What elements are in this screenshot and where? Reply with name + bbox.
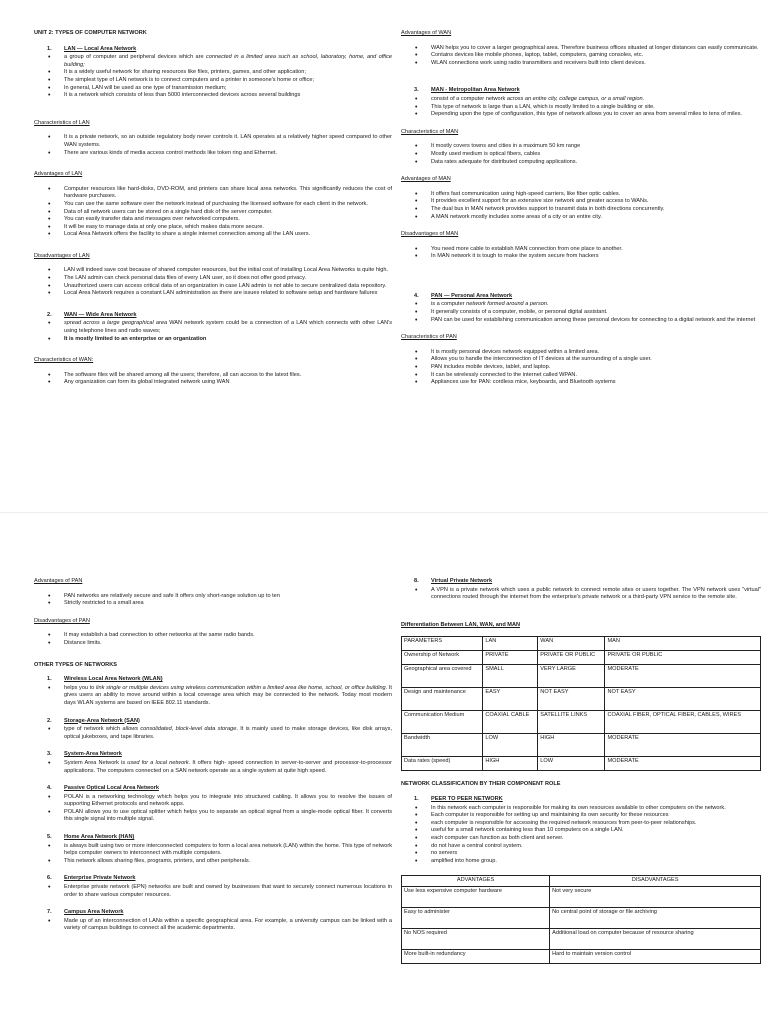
- section-heading: Advantages of PAN: [34, 578, 83, 584]
- list-item: • WAN helps you to cover a larger geographical area. Therefore business offices situated at longer distances can easily communicate.: [401, 45, 761, 53]
- p2p-advantages-table: [401, 875, 761, 964]
- vpn-heading: 8. Virtual Private Network: [414, 578, 493, 584]
- san-heading: 2. Storage-Area Network (SAN): [47, 717, 140, 724]
- list-item: • is always built using two or more interconnected computers to form a local area network (LAN) within the home. This type of network helps computer owners to interconnect with multiple computers.: [34, 843, 392, 858]
- list-item: • consist of a computer network across an entire city, college campus, or a small region.: [401, 96, 761, 104]
- list-item: • spread across a large geographical area WAN network system could be a connection of a LAN which connects with other LAN's using telephone lines and radio waves;: [34, 320, 392, 335]
- page-1-right-column: [401, 30, 761, 397]
- list-item: • PAN networks are relatively secure and safe It offers only short-range solution up to ten: [34, 593, 392, 601]
- list-item: • each computer is responsible for accessing the required network resources from peer-to-peer relationships.: [401, 820, 761, 828]
- table-row: Ownership of Network PRIVATE PRIVATE OR PUBLIC PRIVATE OR PUBLIC: [402, 651, 761, 665]
- list-item: • A VPN is a private network which uses a public network to connect remote sites or users together. The VPN network uses "virtual" connections routed through the internet from the enterprise's private network or a third-party VPN service to the remote site.: [401, 587, 761, 602]
- list-item: • do not have a central control system.: [401, 843, 761, 851]
- unit-title: UNIT 2: TYPES OF COMPUTER NETWORK: [34, 30, 147, 36]
- list-item: • It is mostly personal devices network equipped within a limited area.: [401, 349, 761, 357]
- polan-list: [34, 794, 392, 824]
- list-item: • Allows you to handle the interconnection of IT devices at the surrounding of a single user.: [401, 356, 761, 364]
- list-item: • a group of computer and peripheral devices which are connected in a limited area such as school, laboratory, home, and office building;: [34, 54, 392, 69]
- adv-lan-list: [34, 186, 392, 239]
- list-item: • Made up of an interconnection of LANs within a specific geographical area. For example, a university campus can be linked with a variety of campus buildings to connect all the academic departments.: [34, 918, 392, 933]
- list-item: • It is a widely useful network for sharing resources like files, printers, games, and other application;: [34, 69, 392, 77]
- section-heading: OTHER TYPES OF NETWORKS: [34, 661, 117, 668]
- list-item: • PAN can be used for establishing communication among these personal devices for connecting to a digital network and the internet: [401, 317, 761, 325]
- table-row: Communication Medium COAXIAL CABLE SATELLITE LINKS COAXIAL FIBER, OPTICAL FIBER, CABLES, WIRES: [402, 711, 761, 734]
- wlan-heading: 1. Wireless Local Area Network (WLAN): [47, 676, 163, 683]
- list-item: • It mostly covers towns and cities in a maximum 50 km range: [401, 143, 761, 151]
- section-heading: Disadvantages of LAN: [34, 252, 90, 259]
- list-item: • Data of all network users can be stored on a single hard disk of the server computer.: [34, 209, 392, 217]
- list-item: • Each computer is responsible for setting up and maintaining its own security for these resources: [401, 812, 761, 820]
- lan-list: [34, 54, 392, 100]
- list-item: • You can easily transfer data and messages over networked computers.: [34, 216, 392, 224]
- list-item: • Distance limits.: [34, 640, 392, 648]
- list-item: • Contains devices like mobile phones, laptop, tablet, computers, gaming consoles, etc.: [401, 52, 761, 60]
- page-2-right-column: [401, 578, 761, 964]
- list-item: • POLAN is a networking technology which helps you to integrate into structured cabling. It allows you to resolve the issues of supporting Ethernet protocols and network apps.: [34, 794, 392, 809]
- list-item: • WLAN connections work using radio transmitters and receivers built into client devices.: [401, 60, 761, 68]
- han-list: [34, 843, 392, 866]
- table-row: PARAMETERS LAN WAN MAN: [402, 637, 761, 651]
- list-item: • A MAN network mostly includes some areas of a city or an entire city.: [401, 214, 761, 222]
- section-heading: Characteristics of LAN: [34, 119, 90, 126]
- epn-heading: 6. Enterprise Private Network: [47, 875, 136, 882]
- dis-lan-list: [34, 267, 392, 297]
- section-heading: Advantages of MAN: [401, 176, 451, 183]
- table-row: More built-in redundancy Hard to maintain version control: [402, 949, 761, 963]
- list-item: • It is mostly limited to an enterprise or an organization: [34, 336, 392, 344]
- table-row: Easy to administer No central point of storage or file archiving: [402, 907, 761, 928]
- list-item: • Depending upon the type of configuration, this type of network allows you to cover an area from several miles to tens of miles.: [401, 111, 761, 119]
- list-item: • You can use the same software over the network instead of purchasing the licensed software for each client in the network.: [34, 201, 392, 209]
- list-item: • The dual bus in MAN network provides support to transmit data in both directions concurrently.: [401, 206, 761, 214]
- list-item: • It generally consists of a computer, mobile, or personal digital assistant.: [401, 309, 761, 317]
- can-list: [34, 918, 392, 933]
- epn-list: [34, 884, 392, 899]
- char-pan-list: [401, 349, 761, 387]
- list-item: • It is a network which consists of less than 5000 interconnected devices across several buildings: [34, 92, 392, 100]
- table-row: No NOS required Additional load on computer because of resource sharing: [402, 928, 761, 949]
- section-heading: Differentiation Between LAN, WAN, and MAN: [401, 621, 521, 628]
- section-heading: Disadvantages of MAN: [401, 231, 459, 238]
- list-item: • Data rates adequate for distributed computing applications.: [401, 159, 761, 167]
- list-item: • The simplest type of LAN network is to connect computers and a printer in someone's home or office;: [34, 77, 392, 85]
- list-item: • Local Area Network requires a constant LAN administration as there are issues related to software setup and hardware failures: [34, 290, 392, 298]
- list-item: • In this network each computer is responsible for making its own resources available to other computers on the network.: [401, 805, 761, 813]
- list-item: • Mostly used medium is optical fibers, cables: [401, 151, 761, 159]
- page-1-left-column: [34, 30, 392, 397]
- list-item: • Computer resources like hard-disks, DVD-ROM, and printers can share local area networks. This significantly reduces the cost of hardware purchases.: [34, 186, 392, 201]
- list-item: • PAN includes mobile devices, tablet, and laptop.: [401, 364, 761, 372]
- list-item: • This network allows sharing files, programs, printers, and other peripherals.: [34, 858, 392, 866]
- dis-pan-list: [34, 632, 392, 647]
- list-item: • Unauthorized users can access critical data of an organization in case LAN admin is not able to secure centralized data repository.: [34, 283, 392, 291]
- list-item: • LAN will indeed save cost because of shared computer resources, but the initial cost of installing Local Area Networks is quite high.: [34, 267, 392, 275]
- table-header-row: ADVANTAGES DISADVANTAGES: [402, 876, 761, 887]
- list-item: • It may establish a bad connection to other networks at the same radio bands.: [34, 632, 392, 640]
- list-item: • System Area Network is used for a local network. It offers high- speed connection in server-to-server and processor-to-processor applications. The computers connected on a SAN network operate as a single system at quite high speed.: [34, 760, 392, 775]
- list-item: • Any organization can form its global integrated network using WAN: [34, 379, 392, 387]
- list-item: • amplified into home group.: [401, 858, 761, 866]
- table-row: Use less expensive computer hardware Not very secure: [402, 886, 761, 907]
- adv-pan-list: [34, 593, 392, 608]
- char-wan-list: [34, 372, 392, 387]
- section-heading: Advantages of WAN: [401, 30, 452, 36]
- han-heading: 5. Home Area Network (HAN): [47, 834, 135, 841]
- char-man-list: [401, 143, 761, 166]
- section-heading: Disadvantages of PAN: [34, 617, 90, 624]
- list-item: • useful for a small network containing less than 10 computers on a single LAN.: [401, 827, 761, 835]
- adv-wan-list: [401, 45, 761, 68]
- list-item: • This type of network is large than a LAN, which is mostly limited to a single building or site.: [401, 104, 761, 112]
- list-item: • helps you to link single or multiple devices using wireless communication within a limited area like home, school, or office building. It gives users an ability to move around within a local coverage area which may be connected to the network. Today most modern days WLAN systems are based on IEEE 802.11 standards.: [34, 685, 392, 708]
- table-row: Design and maintenance EASY NOT EASY NOT EASY: [402, 688, 761, 711]
- list-item: • It provides excellent support for an extensive size network and greater access to WANs.: [401, 198, 761, 206]
- list-item: • It can be wirelessly connected to the internet called WPAN.: [401, 372, 761, 380]
- wlan-list: [34, 685, 392, 708]
- p2p-list: [401, 805, 761, 866]
- list-item: • It will be easy to manage data at only one place, which makes data more secure.: [34, 224, 392, 232]
- list-item: • Enterprise private network (EPN) networks are built and owned by businesses that want to securely connect numerous locations in order to share various computer resources.: [34, 884, 392, 899]
- list-item: • You need more cable to establish MAN connection from one place to another.: [401, 246, 761, 254]
- lan-heading: 1. LAN — Local Area Network: [47, 45, 137, 52]
- vpn-list: [401, 587, 761, 602]
- list-item: • In MAN network it is tough to make the system secure from hackers: [401, 253, 761, 261]
- list-item: • In general, LAN will be used as one type of transmission medium;: [34, 85, 392, 93]
- table-row: Data rates (speed) HIGH LOW MODERATE: [402, 757, 761, 771]
- char-lan-list: [34, 134, 392, 157]
- system-area-list: [34, 760, 392, 775]
- list-item: • type of network which allows consolidated, block-level data storage. It is mainly used to make storage devices, like disk arrays, optical jukeboxes, and tape libraries.: [34, 726, 392, 741]
- section-heading: Advantages of LAN: [34, 171, 83, 178]
- pan-list: [401, 301, 761, 324]
- diff-table: [401, 636, 761, 771]
- list-item: • There are various kinds of media access control methods like token ring and Ethernet.: [34, 150, 392, 158]
- page-2: [0, 512, 768, 1024]
- wan-heading: 2. WAN — Wide Area Network: [47, 311, 137, 318]
- list-item: • no servers: [401, 850, 761, 858]
- list-item: • Strictly restricted to a small area: [34, 600, 392, 608]
- list-item: • each computer can function as both client and server.: [401, 835, 761, 843]
- man-list: [401, 96, 761, 119]
- list-item: • POLAN allows you to use optical splitter which helps you to separate an optical signal from a single-mode optical fiber. It converts this single signal into multiple signal.: [34, 809, 392, 824]
- man-heading: 3. MAN - Metropolitan Area Network: [414, 87, 520, 94]
- section-heading: NETWORK CLASSIFICATION BY THEIR COMPONENT ROLE: [401, 781, 561, 788]
- san-list: [34, 726, 392, 741]
- section-heading: Characteristics of WAN:: [34, 357, 94, 364]
- page-2-left-column: [34, 578, 392, 943]
- list-item: • It is a private network, so an outside regulatory body never controls it. LAN operates at a relatively higher speed compared to other WAN systems.: [34, 134, 392, 149]
- section-heading: Characteristics of MAN: [401, 128, 459, 135]
- system-area-heading: 3. System-Area Network: [47, 751, 122, 758]
- dis-man-list: [401, 246, 761, 261]
- list-item: • The software files will be shared among all the users; therefore, all can access to the latest files.: [34, 372, 392, 380]
- list-item: • is a computer network formed around a person.: [401, 301, 761, 309]
- p2p-heading: 1. PEER TO PEER NETWORK: [414, 795, 503, 802]
- table-row: Geographical area covered SMALL VERY LARGE MODERATE: [402, 665, 761, 688]
- list-item: • Local Area Network offers the facility to share a single internet connection among all the LAN users.: [34, 231, 392, 239]
- pan-heading: 4. PAN — Personal Area Network: [414, 292, 513, 299]
- polan-heading: 4. Passive Optical Local Area Network: [47, 785, 159, 792]
- wan-list: [34, 320, 392, 343]
- list-item: • The LAN admin can check personal data files of every LAN user, so it does not offer good privacy.: [34, 275, 392, 283]
- section-heading: Characteristics of PAN: [401, 334, 457, 341]
- can-heading: 7. Campus Area Network: [47, 909, 124, 916]
- table-row: Bandwidth LOW HIGH MODERATE: [402, 734, 761, 757]
- adv-man-list: [401, 191, 761, 221]
- list-item: • Appliances use for PAN: cordless mice, keyboards, and Bluetooth systems: [401, 379, 761, 387]
- list-item: • It offers fast communication using high-speed carriers, like fiber optic cables.: [401, 191, 761, 199]
